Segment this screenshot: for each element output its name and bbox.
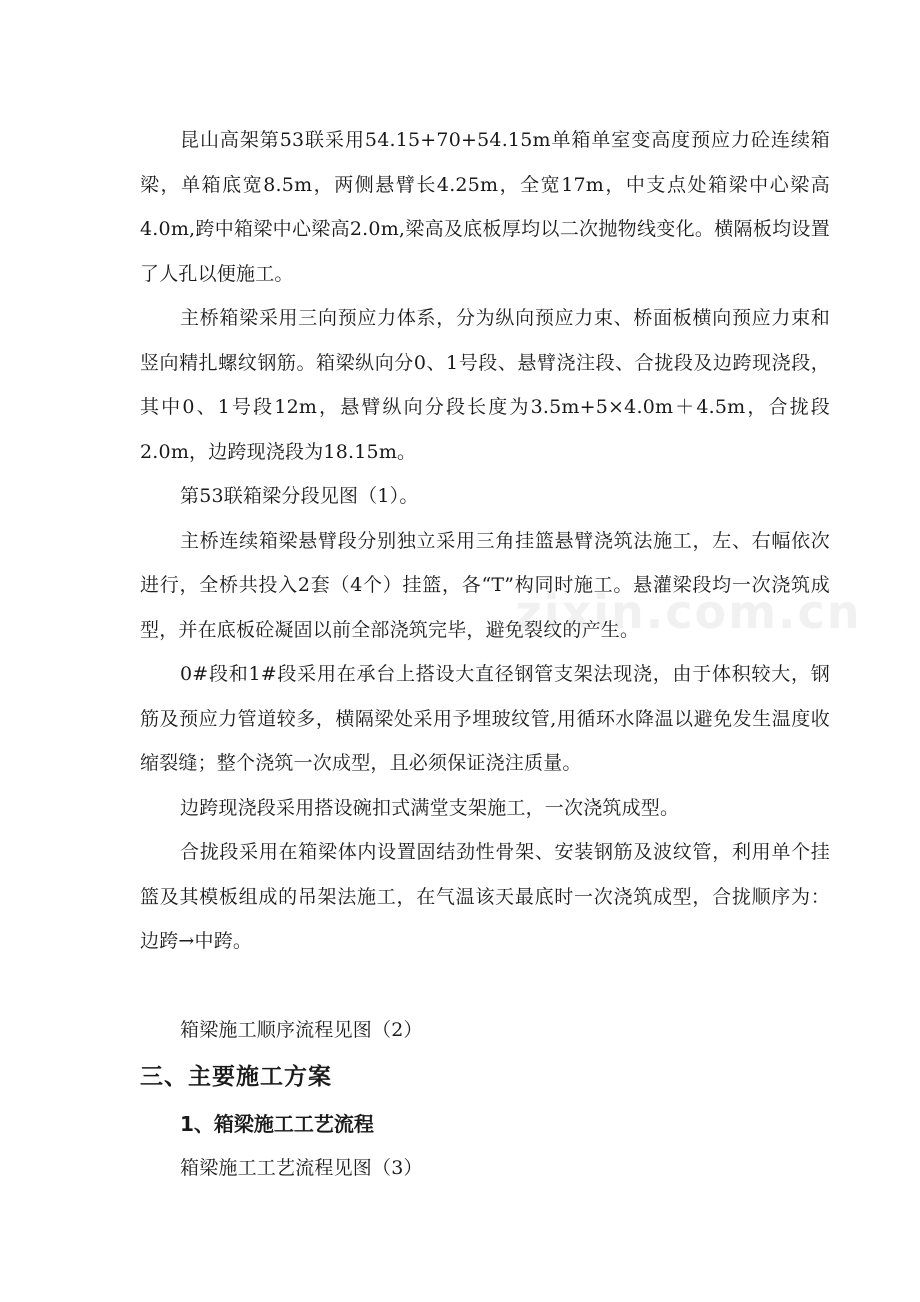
paragraph-flow-figure-ref: 箱梁施工顺序流程见图（2）	[180, 1018, 423, 1041]
paragraph-segment-0-1: 0#段和1#段采用在承台上搭设大直径钢管支架法现浇，由于体积较大，钢筋及预应力管道较多，横隔梁处采用予埋玻纹管,用循环水降温以避免发生温度收缩裂缝；整个浇筑一次成型，且必须保证浇注质量。	[140, 663, 830, 774]
paragraph-side-span: 边跨现浇段采用搭设碗扣式满堂支架施工，一次浇筑成型。	[180, 796, 680, 819]
section-heading: 三、主要施工方案	[140, 1064, 332, 1090]
blank-line	[140, 964, 830, 1008]
paragraph-segment-figure-ref: 第53联箱梁分段见图（1）。	[180, 485, 419, 507]
watermark-text: zixin.com.cn	[515, 585, 862, 639]
paragraph-prestress-system: 主桥箱梁采用三向预应力体系，分为纵向预应力束、桥面板横向预应力束和竖向精扎螺纹钢筋。箱梁纵向分0、1号段、悬臂浇注段、合拢段及边跨现浇段，其中0、1号段12m，悬臂纵向分段长度为3.5m+5×4.0m＋4.5m，合拢段2.0m，边跨现浇段为18.15m。	[140, 307, 830, 463]
paragraph-process-figure-ref: 箱梁施工工艺流程见图（3）	[180, 1157, 423, 1179]
document-body	[140, 118, 830, 1191]
paragraph-cantilever-construction: 主桥连续箱梁悬臂段分别独立采用三角挂篮悬臂浇筑法施工，左、右幅依次进行，全桥共投入2套（4个）挂篮，各“T”构同时施工。悬灌梁段均一次浇筑成型，并在底板砼凝固以前全部浇筑完毕，避免裂纹的产生。	[140, 529, 830, 641]
subsection-heading: 1、箱梁施工工艺流程	[180, 1112, 374, 1136]
paragraph-project-overview: 昆山高架第53联采用54.15+70+54.15m单箱单室变高度预应力砼连续箱梁，单箱底宽8.5m，两侧悬臂长4.25m，全宽17m，中支点处箱梁中心梁高4.0m,跨中箱梁中心梁高2.0m,梁高及底板厚均以二次抛物线变化。横隔板均设置了人孔以便施工。	[140, 129, 830, 285]
paragraph-closure-segment: 合拢段采用在箱梁体内设置固结劲性骨架、安装钢筋及波纹管，利用单个挂篮及其模板组成的吊架法施工，在气温该天最底时一次浇筑成型，合拢顺序为：边跨→中跨。	[140, 841, 830, 952]
